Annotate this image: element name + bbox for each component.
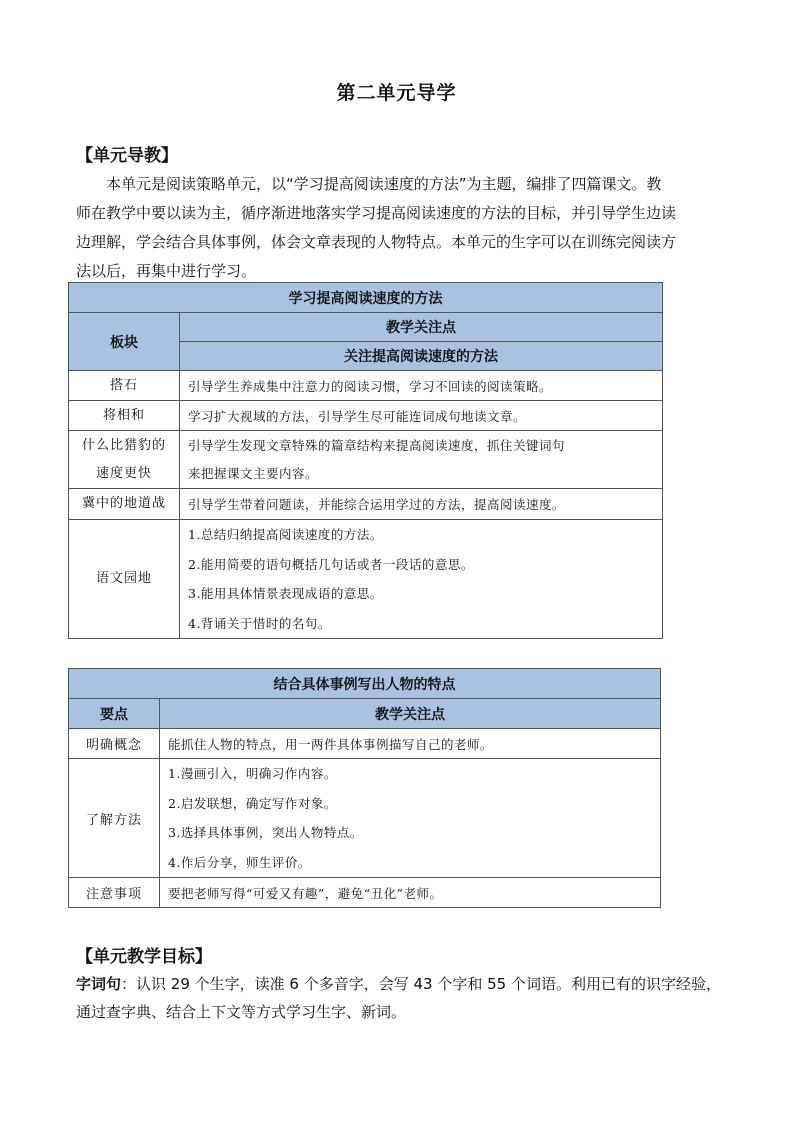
focus-text: 引导学生带着问题读，并能综合运用学过的方法，提高阅读速度。 — [188, 497, 566, 512]
focus-text: 来把握课文主要内容。 — [188, 465, 319, 481]
intro-line: 本单元是阅读策略单元，以“学习提高阅读速度的方法”为主题，编排了四篇课文。教 — [106, 175, 662, 193]
focus-text: 引导学生发现文章特殊的篇章结构来提高阅读速度，抓住关键词句 — [188, 437, 566, 453]
block-label: 冀中的地道战 — [81, 496, 166, 511]
focus-text: 3.能用具体情景表现成语的意思。 — [188, 586, 383, 601]
table-row-focus — [180, 401, 663, 431]
goal-line — [76, 970, 726, 998]
intro-line: 法以后，再集中进行学习。 — [76, 262, 257, 280]
table-title: 学习提高阅读速度的方法 — [69, 283, 663, 313]
table-row-block — [69, 431, 180, 489]
table-row-focus — [160, 759, 661, 878]
focus-text: 4.作后分享，师生评价。 — [168, 854, 311, 870]
table-row-key: 明确概念 — [69, 729, 160, 759]
focus-text: 2.启发联想，确定写作对象。 — [168, 795, 337, 811]
block-label: 速度更快 — [95, 465, 152, 481]
intro-line: 师在教学中要以读为主，循序渐进地落实学习提高阅读速度的方法的目标，并引导学生边读 — [76, 204, 677, 222]
table-title: 结合具体事例写出人物的特点 — [69, 669, 661, 699]
table-row-focus — [160, 878, 661, 908]
reading-speed-table — [68, 282, 663, 639]
intro-paragraph — [76, 170, 716, 286]
focus-text: 1.总结归纳提高阅读速度的方法。 — [188, 527, 383, 542]
block-label: 将相和 — [102, 407, 145, 423]
focus-text: 3.选择具体事例，突出人物特点。 — [168, 825, 363, 840]
focus-text: 引导学生养成集中注意力的阅读习惯，学习不回读的阅读策略。 — [188, 378, 553, 394]
column-header-key: 要点 — [69, 699, 160, 729]
table-row-block — [69, 520, 180, 639]
table-row-focus — [180, 489, 663, 520]
table-row-focus — [180, 431, 663, 489]
focus-text: 4.背诵关于惜时的名句。 — [188, 615, 331, 631]
table-row-block — [69, 371, 180, 401]
column-header-focus: 教学关注点 — [180, 313, 663, 342]
table-row-key: 注意事项 — [69, 878, 160, 908]
page-title: 第二单元导学 — [336, 82, 457, 104]
table-row-focus — [180, 371, 663, 401]
block-label: 什么比猎豹的 — [81, 437, 166, 453]
section-heading-unit-guide: 【单元导教】 — [76, 146, 178, 166]
column-header-focus: 教学关注点 — [160, 699, 661, 729]
intro-line: 边理解，学会结合具体事例，体会文章表现的人物特点。本单元的生字可以在训练完阅读方 — [76, 233, 677, 251]
table-row-block — [69, 401, 180, 431]
block-label: 搭石 — [109, 377, 138, 393]
goal-line: 通过查字典、结合上下文等方式学习生字、新词。 — [76, 1003, 407, 1021]
column-subheader-focus: 关注提高阅读速度的方法 — [180, 342, 663, 371]
focus-text: 要把老师写得“可爱又有趣”，避免“丑化”老师。 — [168, 885, 443, 901]
goal-label: 字词句 — [76, 975, 122, 993]
section-heading-unit-goals: 【单元教学目标】 — [76, 947, 212, 967]
table-row-focus — [180, 520, 663, 639]
focus-text: 2.能用简要的语句概括几句话或者一段话的意思。 — [188, 556, 474, 572]
table-row-focus — [160, 729, 661, 759]
block-label: 语文园地 — [95, 571, 152, 586]
focus-text: 学习扩大视域的方法，引导学生尽可能连词成句地读文章。 — [188, 408, 527, 424]
character-writing-table — [68, 668, 661, 908]
table-row-block — [69, 489, 180, 520]
goal-text: ：认识 29 个生字，读准 6 个多音字，会写 43 个字和 55 个词语。利用已有的识字经验， — [121, 975, 721, 993]
table-row-key: 了解方法 — [69, 759, 160, 878]
column-header-block: 板块 — [69, 313, 180, 371]
goals-paragraph — [76, 970, 726, 1026]
focus-text: 能抓住人物的特点，用一两件具体事例描写自己的老师。 — [168, 736, 494, 752]
focus-text: 1.漫画引入，明确习作内容。 — [168, 766, 337, 781]
